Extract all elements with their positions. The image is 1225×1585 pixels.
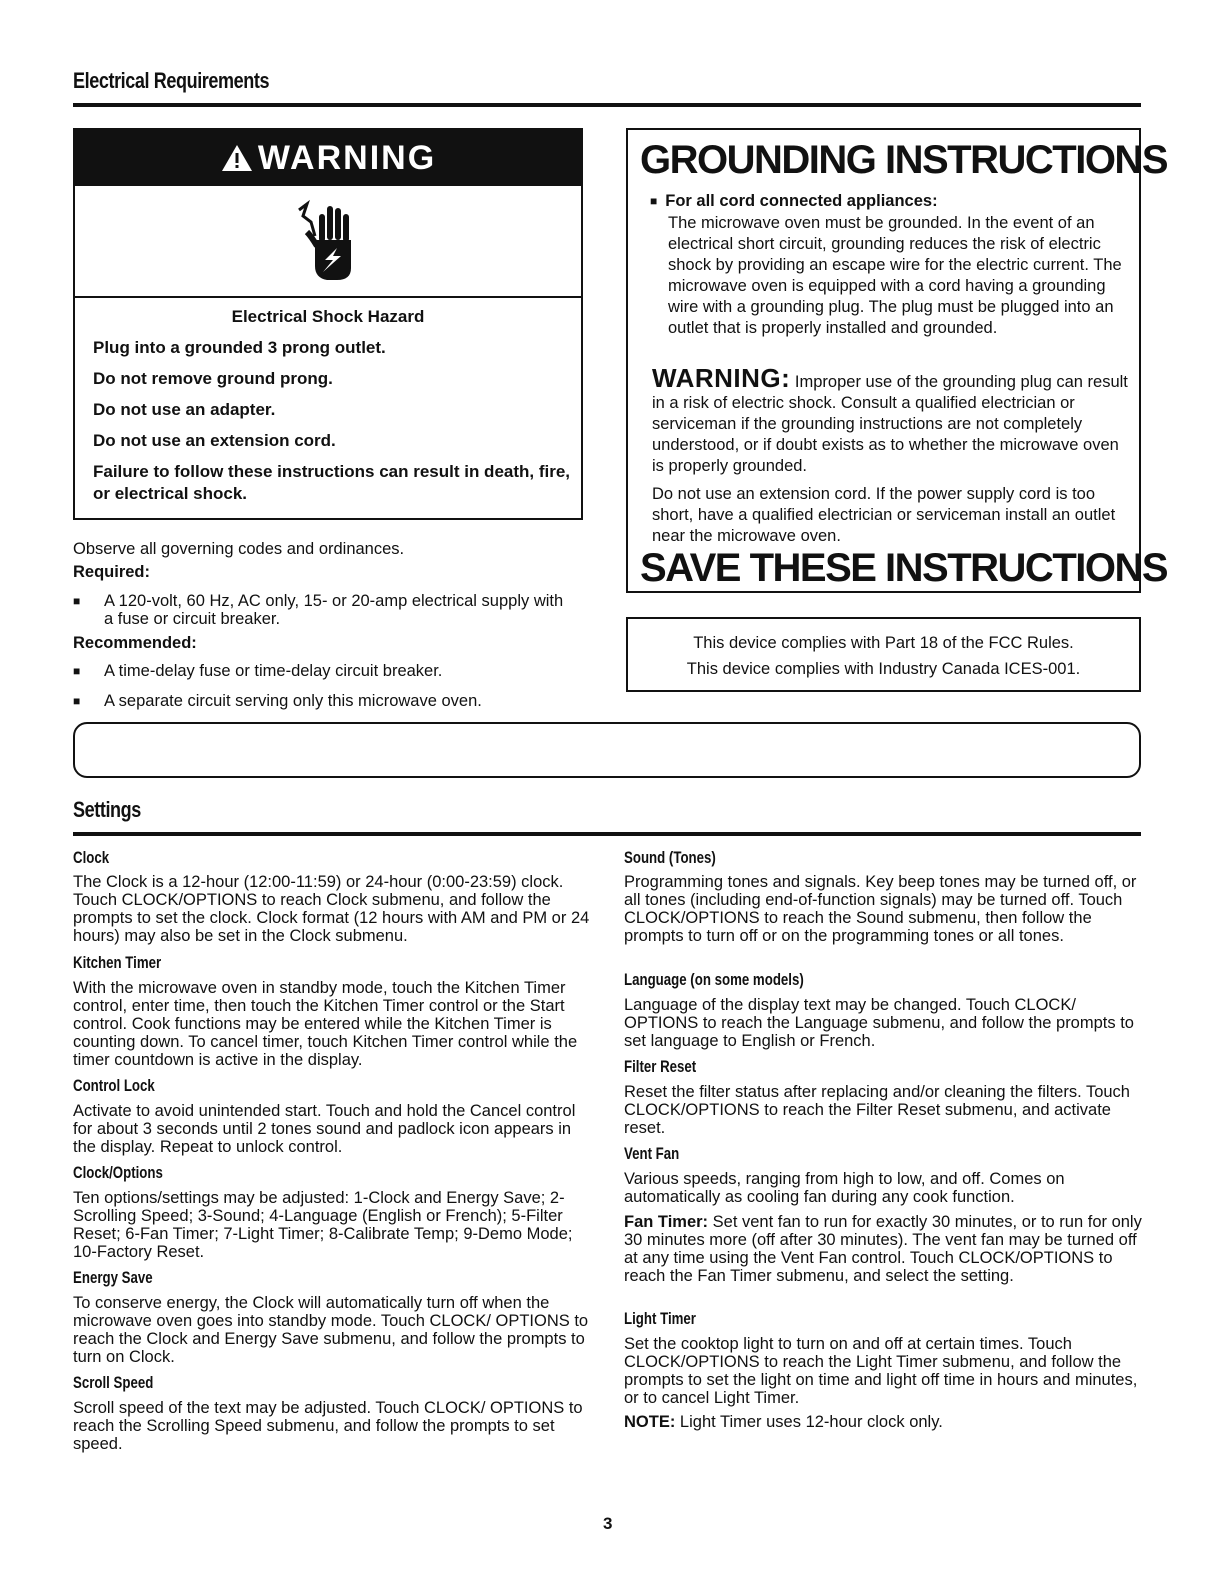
grounding-subtitle-text: For all cord connected appliances: xyxy=(665,192,938,210)
save-instructions-title: SAVE THESE INSTRUCTIONS xyxy=(640,546,1168,590)
section-rule xyxy=(73,832,1141,836)
subheading-scroll-speed: Scroll Speed xyxy=(73,1373,154,1392)
warning-line: Plug into a grounded 3 prong outlet. xyxy=(93,338,386,357)
subheading-sound: Sound (Tones) xyxy=(624,848,716,867)
note-label: NOTE: xyxy=(624,1413,676,1431)
subheading-vent-fan: Vent Fan xyxy=(624,1144,680,1163)
grounding-title: GROUNDING INSTRUCTIONS xyxy=(640,138,1167,182)
fan-timer-text: Set vent fan to run for exactly 30 minutes, or to run for only 30 minutes more (off after 30 minutes). The vent fan may be turned off at any time using the Vent Fan control. Touch CLOCK/OPTIONS to reach the Fan Timer submenu, and select the setting. xyxy=(624,1213,1142,1285)
fcc-line: This device complies with Part 18 of the FCC Rules. xyxy=(693,634,1074,652)
warning-title: WARNING xyxy=(257,138,437,177)
grounding-warning-text: Improper use of the grounding plug can result in a risk of electric shock. Consult a qualified electrician or serviceman if the grounding instructions are not completely understood, or if doubt exists as to whether the microwave oven is properly grounded. xyxy=(652,373,1128,475)
hazard-title: Electrical Shock Hazard xyxy=(231,307,425,326)
warning-header xyxy=(75,130,581,186)
grounding-extension-paragraph: Do not use an extension cord. If the power supply cord is too short, have a qualified electrician or serviceman install an outlet near the microwave oven. xyxy=(652,485,1116,545)
text-scroll-speed: Scroll speed of the text may be adjusted. Touch CLOCK/ OPTIONS to reach the Scrolling Speed submenu, and follow the prompts to set speed. xyxy=(73,1399,583,1453)
subheading-kitchen-timer: Kitchen Timer xyxy=(73,953,162,972)
grounding-box xyxy=(626,128,1168,593)
text-light-timer: Set the cooktop light to turn on and off at certain times. Touch CLOCK/OPTIONS to reach the Light Timer submenu, and follow the prompts to set the light on time and light off time in hours and minutes, or to cancel Light Timer. xyxy=(624,1335,1138,1407)
text-vent-fan: Various speeds, ranging from high to low, and off. Comes on automatically as cooling fan during any cook function. xyxy=(624,1170,1065,1206)
warning-line: Do not use an extension cord. xyxy=(93,431,336,450)
text-kitchen-timer: With the microwave oven in standby mode, touch the Kitchen Timer control, enter time, then touch the Kitchen Timer control or the Start control. Cook functions may be entered while the Kitchen Timer is counting down. To cancel timer, touch Kitchen Timer control while the timer countdown is active in the display. xyxy=(73,979,578,1069)
electric-shock-hand-icon xyxy=(293,196,363,286)
text-energy-save: To conserve energy, the Clock will automatically turn off when the microwave oven goes into standby mode. Touch CLOCK/ OPTIONS to reach the Clock and Energy Save submenu, and follow the prompts to turn on Clock. xyxy=(73,1294,589,1366)
text-control-lock: Activate to avoid unintended start. Touch and hold the Cancel control for about 3 seconds until 2 tones sound and padlock icon appears in the display. Repeat to unlock control. xyxy=(73,1102,576,1156)
grounding-subtitle xyxy=(650,192,938,211)
text-note xyxy=(624,1413,1144,1431)
warning-line: Do not use an adapter. xyxy=(93,400,276,419)
observe-text: Observe all governing codes and ordinances. xyxy=(73,540,405,558)
subheading-energy-save: Energy Save xyxy=(73,1268,153,1287)
text-clock: The Clock is a 12-hour (12:00-11:59) or 24-hour (0:00-23:59) clock. Touch CLOCK/OPTIONS to reach Clock submenu, and follow the prompts to set the clock. Clock format (12 hours with AM and PM or 24 hours) may also be set in the Clock submenu. xyxy=(73,873,590,945)
grounding-paragraph: The microwave oven must be grounded. In the event of an electrical short circuit, grounding reduces the risk of electric shock by providing an escape wire for the electric current. The microwave oven is equipped with a cord having a grounding wire with a grounding plug. The plug must be plugged into an outlet that is properly installed and grounded. xyxy=(668,214,1122,337)
section-title-electrical: Electrical Requirements xyxy=(73,68,270,93)
recommended-item: ■ A separate circuit serving only this microwave oven. xyxy=(104,692,574,710)
warning-box xyxy=(73,128,583,520)
text-filter-reset: Reset the filter status after replacing and/or cleaning the filters. Touch CLOCK/OPTIONS to reach the Filter Reset submenu, and activate reset. xyxy=(624,1083,1130,1137)
subheading-clock-options: Clock/Options xyxy=(73,1163,163,1182)
subheading-language: Language (on some models) xyxy=(624,970,804,989)
required-item: ■ A 120-volt, 60 Hz, AC only, 15- or 20-amp electrical supply with a fuse or circuit breaker. xyxy=(104,592,574,628)
empty-rounded-box xyxy=(73,722,1141,778)
fan-timer-label: Fan Timer: xyxy=(624,1213,709,1231)
text-clock-options: Ten options/settings may be adjusted: 1-Clock and Energy Save; 2-Scrolling Speed; 3-Sound; 4-Language (English or French); 5-Filter Reset; 6-Fan Timer; 7-Light Timer; 8-Calibrate Temp; 9-Demo Mode; 10-Factory Reset. xyxy=(73,1189,573,1261)
text-fan-timer xyxy=(624,1213,1144,1285)
page-number: 3 xyxy=(603,1514,613,1533)
shock-hazard-icon-area xyxy=(75,186,581,298)
subheading-light-timer: Light Timer xyxy=(624,1309,696,1328)
required-label: Required: xyxy=(73,563,151,581)
recommended-label: Recommended: xyxy=(73,634,197,652)
warning-triangle-icon xyxy=(220,143,254,173)
section-title-settings: Settings xyxy=(73,797,141,822)
section-rule xyxy=(73,103,1141,107)
fcc-box xyxy=(626,617,1141,692)
recommended-item: ■ A time-delay fuse or time-delay circuit breaker. xyxy=(104,662,574,680)
note-text: Light Timer uses 12-hour clock only. xyxy=(675,1413,943,1431)
warning-line: Failure to follow these instructions can result in death, fire, or electrical shock. xyxy=(93,462,571,503)
fcc-line: This device complies with Industry Canada ICES-001. xyxy=(686,660,1081,678)
grounding-warning xyxy=(652,363,1132,477)
warning-line: Do not remove ground prong. xyxy=(93,369,333,388)
text-language: Language of the display text may be changed. Touch CLOCK/ OPTIONS to reach the Language submenu, and follow the prompts to set language to English or French. xyxy=(624,996,1134,1050)
subheading-control-lock: Control Lock xyxy=(73,1076,155,1095)
subheading-clock: Clock xyxy=(73,848,110,867)
text-sound: Programming tones and signals. Key beep tones may be turned off, or all tones (including end-of-function signals) may be turned off. Touch CLOCK/OPTIONS to reach the Sound submenu, then follow the prompts to turn off or on the programming tones or all tones. xyxy=(624,873,1137,945)
subheading-filter-reset: Filter Reset xyxy=(624,1057,697,1076)
grounding-warning-label: WARNING: xyxy=(652,363,791,393)
